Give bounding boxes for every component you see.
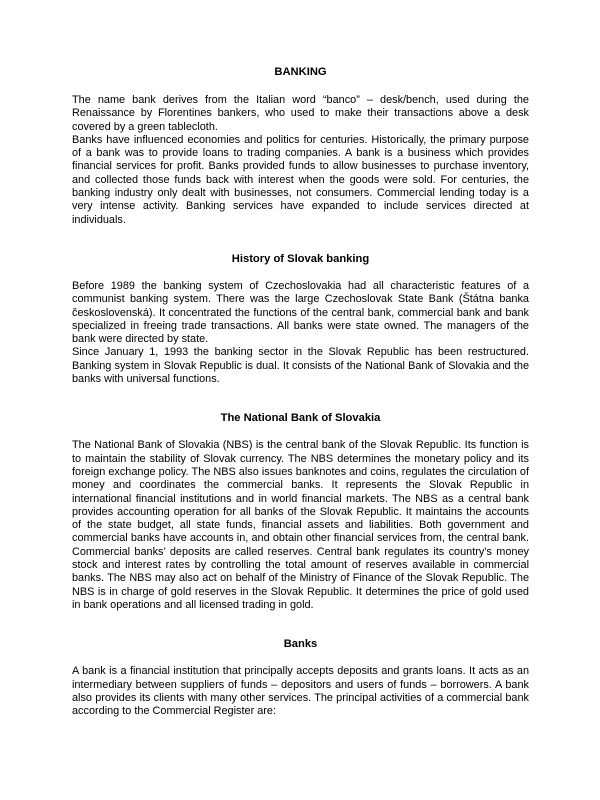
intro-paragraph-2: Banks have influenced economies and politics for centuries. Historically, the primary purpose of a bank was to provide loans to trading companies. A bank is a business which provides financial services for profit. Banks provided funds to allow businesses to purchase inventory, and collected those funds back with interest when the goods were sold. For centuries, the banking industry only dealt with businesses, not consumers. Commercial lending today is a very intense activity. Banking services have expanded to include services directed at individuals. — [72, 133, 529, 226]
history-paragraph-1: Before 1989 the banking system of Czechoslovakia had all characteristic features of a communist banking system. There was the large Czechoslovak State Bank (Štátna banka československá). It concentrated the functions of the central bank, commercial bank and bank specialized in freeing trade transactions. All banks were state owned. The managers of the bank were directed by state. — [72, 279, 529, 346]
document-title: BANKING — [274, 66, 327, 78]
section-heading-history: History of Slovak banking — [231, 252, 370, 265]
nbs-paragraph: The National Bank of Slovakia (NBS) is the central bank of the Slovak Republic. Its function is to maintain the stability of Slovak currency. The NBS determines the monetary policy and its foreign exchange policy. The NBS also issues banknotes and coins, regulates the circulation of money and coordinates the commercial banks. It represents the Slovak Republic in international financial institutions and in world financial markets. The NBS as a central bank provides accounting operation for all banks of the Slovak Republic. It maintains the accounts of the state budget, all state funds, financial assets and liabilities. Both government and commercial banks have accounts in, and obtain other financial services from, the central bank. Commercial banks’ deposits are called reserves. Central bank regulates its country’s money stock and interest rates by controlling the total amount of reserves available in commercial banks. The NBS may also act on behalf of the Ministry of Finance of the Slovak Republic. The NBS is in charge of gold reserves in the Slovak Republic. It determines the price of gold used in bank operations and all licensed trading in gold. — [72, 439, 529, 611]
section-heading-banks: Banks — [283, 638, 318, 651]
document-page — [72, 66, 529, 718]
section-heading-nbs: The National Bank of Slovakia — [220, 412, 381, 425]
history-paragraph-2: Since January 1, 1993 the banking sector in the Slovak Republic has been restructured. Banking system in Slovak Republic is dual. It consists of the National Bank of Slovakia and the banks with universal functions. — [72, 346, 529, 386]
banks-paragraph: A bank is a financial institution that principally accepts deposits and grants loans. It acts as an intermediary between suppliers of funds – depositors and users of funds – borrowers. A bank also provides its clients with many other services. The principal activities of a commercial bank according to the Commercial Register are: — [72, 665, 529, 718]
intro-paragraph-1: The name bank derives from the Italian word “banco” – desk/bench, used during the Renaissance by Florentines bankers, who used to make their transactions above a desk covered by a green tablecloth. — [72, 94, 529, 133]
